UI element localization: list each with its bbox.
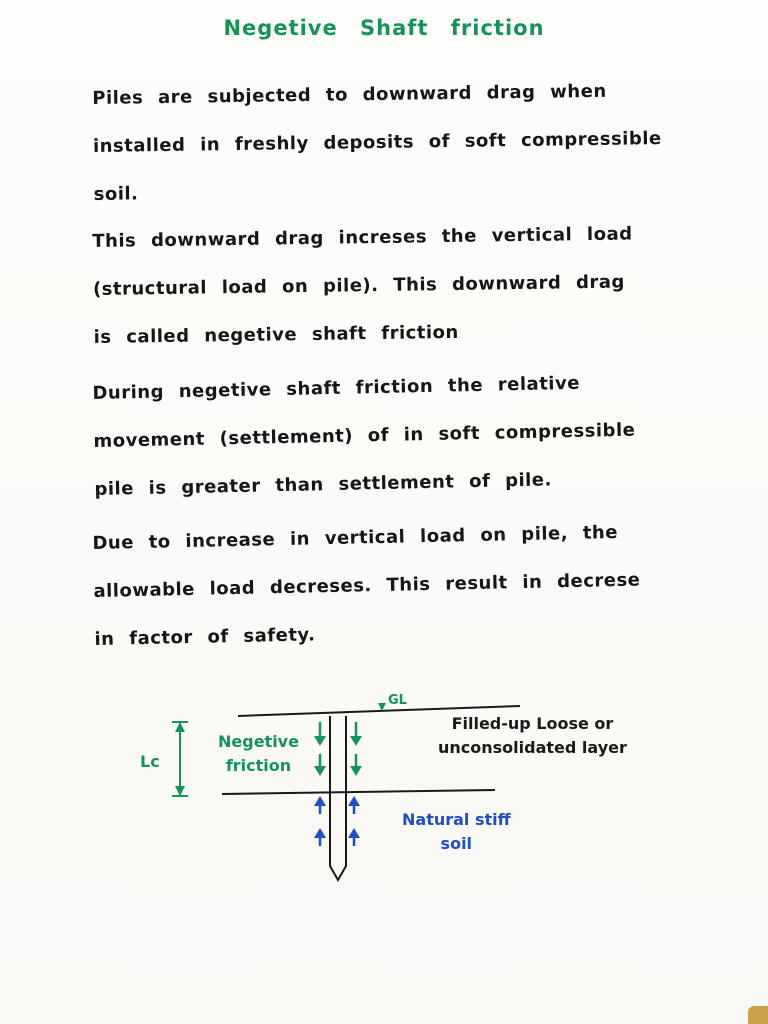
layer-boundary-line (222, 790, 495, 794)
upper-layer-label: Filled-up Loose or unconsolidated layer (438, 714, 627, 757)
paragraph-relative-movement: During negetive shaft friction the relative movement (settlement) of in soft compressible pile is greater than settlement of pile. (92, 372, 636, 500)
paragraph-negative-friction-definition: This downward drag increses the vertical load (structural load on pile). This downward drag is called negetive shaft friction (92, 223, 633, 348)
upward-arrow-icon (314, 796, 360, 846)
downward-arrow-icon (314, 722, 362, 776)
paragraph-factor-of-safety: Due to increase in vertical load on pile, the allowable load decreses. This result in decrese in factor of safety. (92, 521, 641, 650)
paragraph-downward-drag: Piles are subjected to downward drag when installed in freshly deposits of soft compressible soil. (92, 80, 662, 205)
negative-friction-label: Negetive friction (218, 732, 299, 775)
gl-label: GL (388, 693, 407, 708)
pile-diagram (130, 690, 710, 900)
lc-dimension-icon (172, 722, 188, 796)
pile-shaft (330, 716, 346, 880)
lower-layer-label: Natural stiff soil (402, 810, 511, 853)
lc-label: Lc (140, 752, 160, 771)
page-corner (748, 1006, 768, 1024)
page-title: Negetive Shaft friction (223, 16, 545, 40)
